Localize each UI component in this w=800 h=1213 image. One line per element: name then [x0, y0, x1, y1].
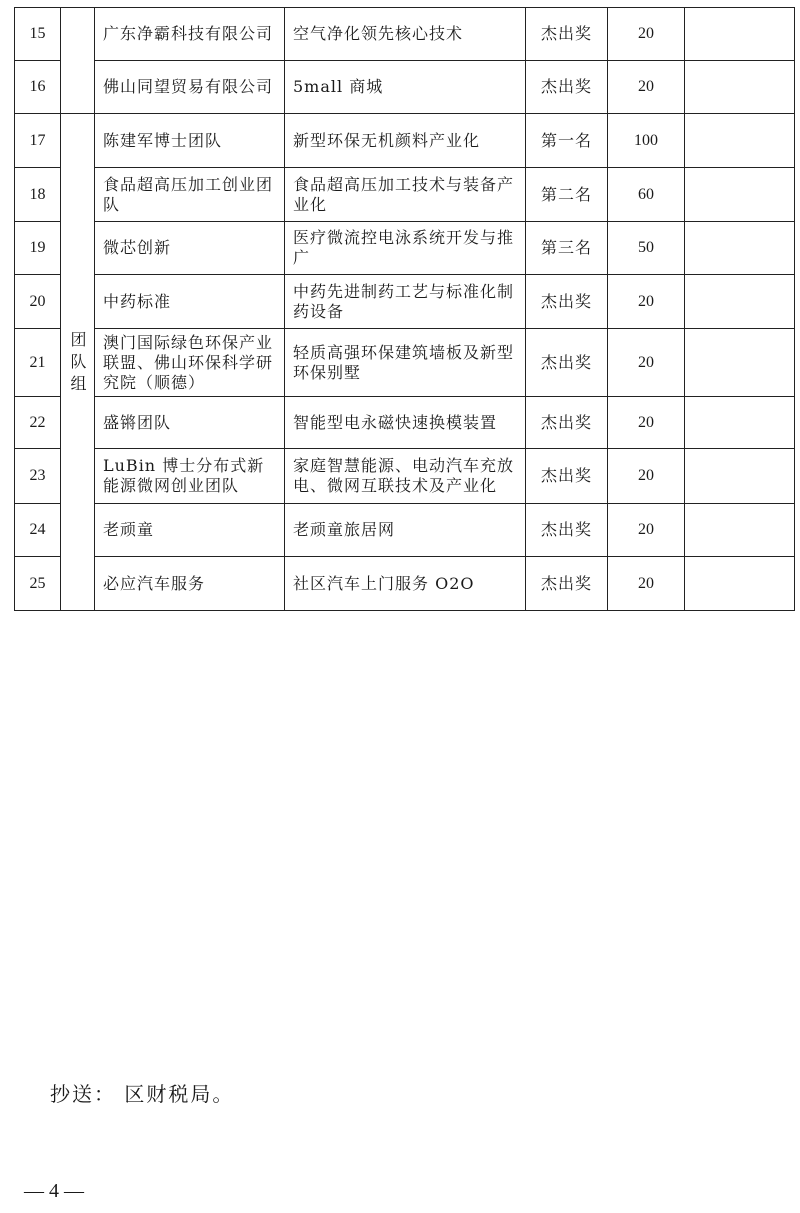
award-level: 杰出奖 [526, 449, 608, 504]
row-number: 21 [15, 329, 61, 397]
project-name: 老顽童旅居网 [285, 504, 526, 557]
team-name: 食品超高压加工创业团队 [95, 168, 285, 222]
team-name: 佛山同望贸易有限公司 [95, 61, 285, 114]
award-amount: 20 [608, 275, 685, 329]
remark-cell [685, 397, 795, 449]
award-amount: 100 [608, 114, 685, 168]
remark-cell [685, 557, 795, 611]
project-name: 家庭智慧能源、电动汽车充放电、微网互联技术及产业化 [285, 449, 526, 504]
award-level: 杰出奖 [526, 8, 608, 61]
award-list-table [14, 7, 795, 611]
table-row [15, 397, 795, 449]
row-number: 25 [15, 557, 61, 611]
award-level: 杰出奖 [526, 61, 608, 114]
table-row [15, 8, 795, 61]
project-name: 新型环保无机颜料产业化 [285, 114, 526, 168]
team-name: 盛锵团队 [95, 397, 285, 449]
table-row [15, 222, 795, 275]
project-name: 中药先进制药工艺与标准化制药设备 [285, 275, 526, 329]
row-number: 23 [15, 449, 61, 504]
team-name: 微芯创新 [95, 222, 285, 275]
table-row [15, 504, 795, 557]
award-amount: 20 [608, 8, 685, 61]
row-number: 16 [15, 61, 61, 114]
row-number: 15 [15, 8, 61, 61]
team-name: 广东净霸科技有限公司 [95, 8, 285, 61]
team-name: LuBin 博士分布式新能源微网创业团队 [95, 449, 285, 504]
project-name: 社区汽车上门服务 O2O [285, 557, 526, 611]
remark-cell [685, 329, 795, 397]
row-number: 20 [15, 275, 61, 329]
row-number: 18 [15, 168, 61, 222]
remark-cell [685, 504, 795, 557]
award-level: 第一名 [526, 114, 608, 168]
table-row [15, 168, 795, 222]
team-name: 陈建军博士团队 [95, 114, 285, 168]
remark-cell [685, 449, 795, 504]
award-level: 杰出奖 [526, 329, 608, 397]
table-row [15, 557, 795, 611]
award-amount: 50 [608, 222, 685, 275]
row-number: 24 [15, 504, 61, 557]
remark-cell [685, 222, 795, 275]
project-name: 食品超高压加工技术与装备产业化 [285, 168, 526, 222]
award-level: 杰出奖 [526, 557, 608, 611]
remark-cell [685, 275, 795, 329]
project-name: 空气净化领先核心技术 [285, 8, 526, 61]
table-row [15, 329, 795, 397]
table-row [15, 61, 795, 114]
table-row [15, 275, 795, 329]
team-name: 澳门国际绿色环保产业联盟、佛山环保科学研究院（顺德） [95, 329, 285, 397]
team-name: 老顽童 [95, 504, 285, 557]
team-group-label: 团队组 [70, 330, 88, 393]
remark-cell [685, 114, 795, 168]
award-amount: 20 [608, 449, 685, 504]
award-level: 第三名 [526, 222, 608, 275]
project-name: 5mall 商城 [285, 61, 526, 114]
award-level: 杰出奖 [526, 275, 608, 329]
award-amount: 20 [608, 329, 685, 397]
group-cell-empty [61, 8, 95, 114]
award-amount: 60 [608, 168, 685, 222]
award-level: 杰出奖 [526, 504, 608, 557]
table-row [15, 114, 795, 168]
team-name: 必应汽车服务 [95, 557, 285, 611]
award-level: 杰出奖 [526, 397, 608, 449]
cc-line: 抄送： 区财税局。 [50, 1082, 235, 1106]
row-number: 19 [15, 222, 61, 275]
remark-cell [685, 168, 795, 222]
team-name: 中药标准 [95, 275, 285, 329]
project-name: 医疗微流控电泳系统开发与推广 [285, 222, 526, 275]
group-cell-team [61, 114, 95, 611]
project-name: 轻质高强环保建筑墙板及新型环保别墅 [285, 329, 526, 397]
table-row [15, 449, 795, 504]
remark-cell [685, 61, 795, 114]
row-number: 17 [15, 114, 61, 168]
project-name: 智能型电永磁快速换模装置 [285, 397, 526, 449]
award-amount: 20 [608, 504, 685, 557]
row-number: 22 [15, 397, 61, 449]
page-number: — 4 — [24, 1180, 84, 1202]
award-amount: 20 [608, 557, 685, 611]
award-amount: 20 [608, 61, 685, 114]
award-amount: 20 [608, 397, 685, 449]
award-level: 第二名 [526, 168, 608, 222]
remark-cell [685, 8, 795, 61]
